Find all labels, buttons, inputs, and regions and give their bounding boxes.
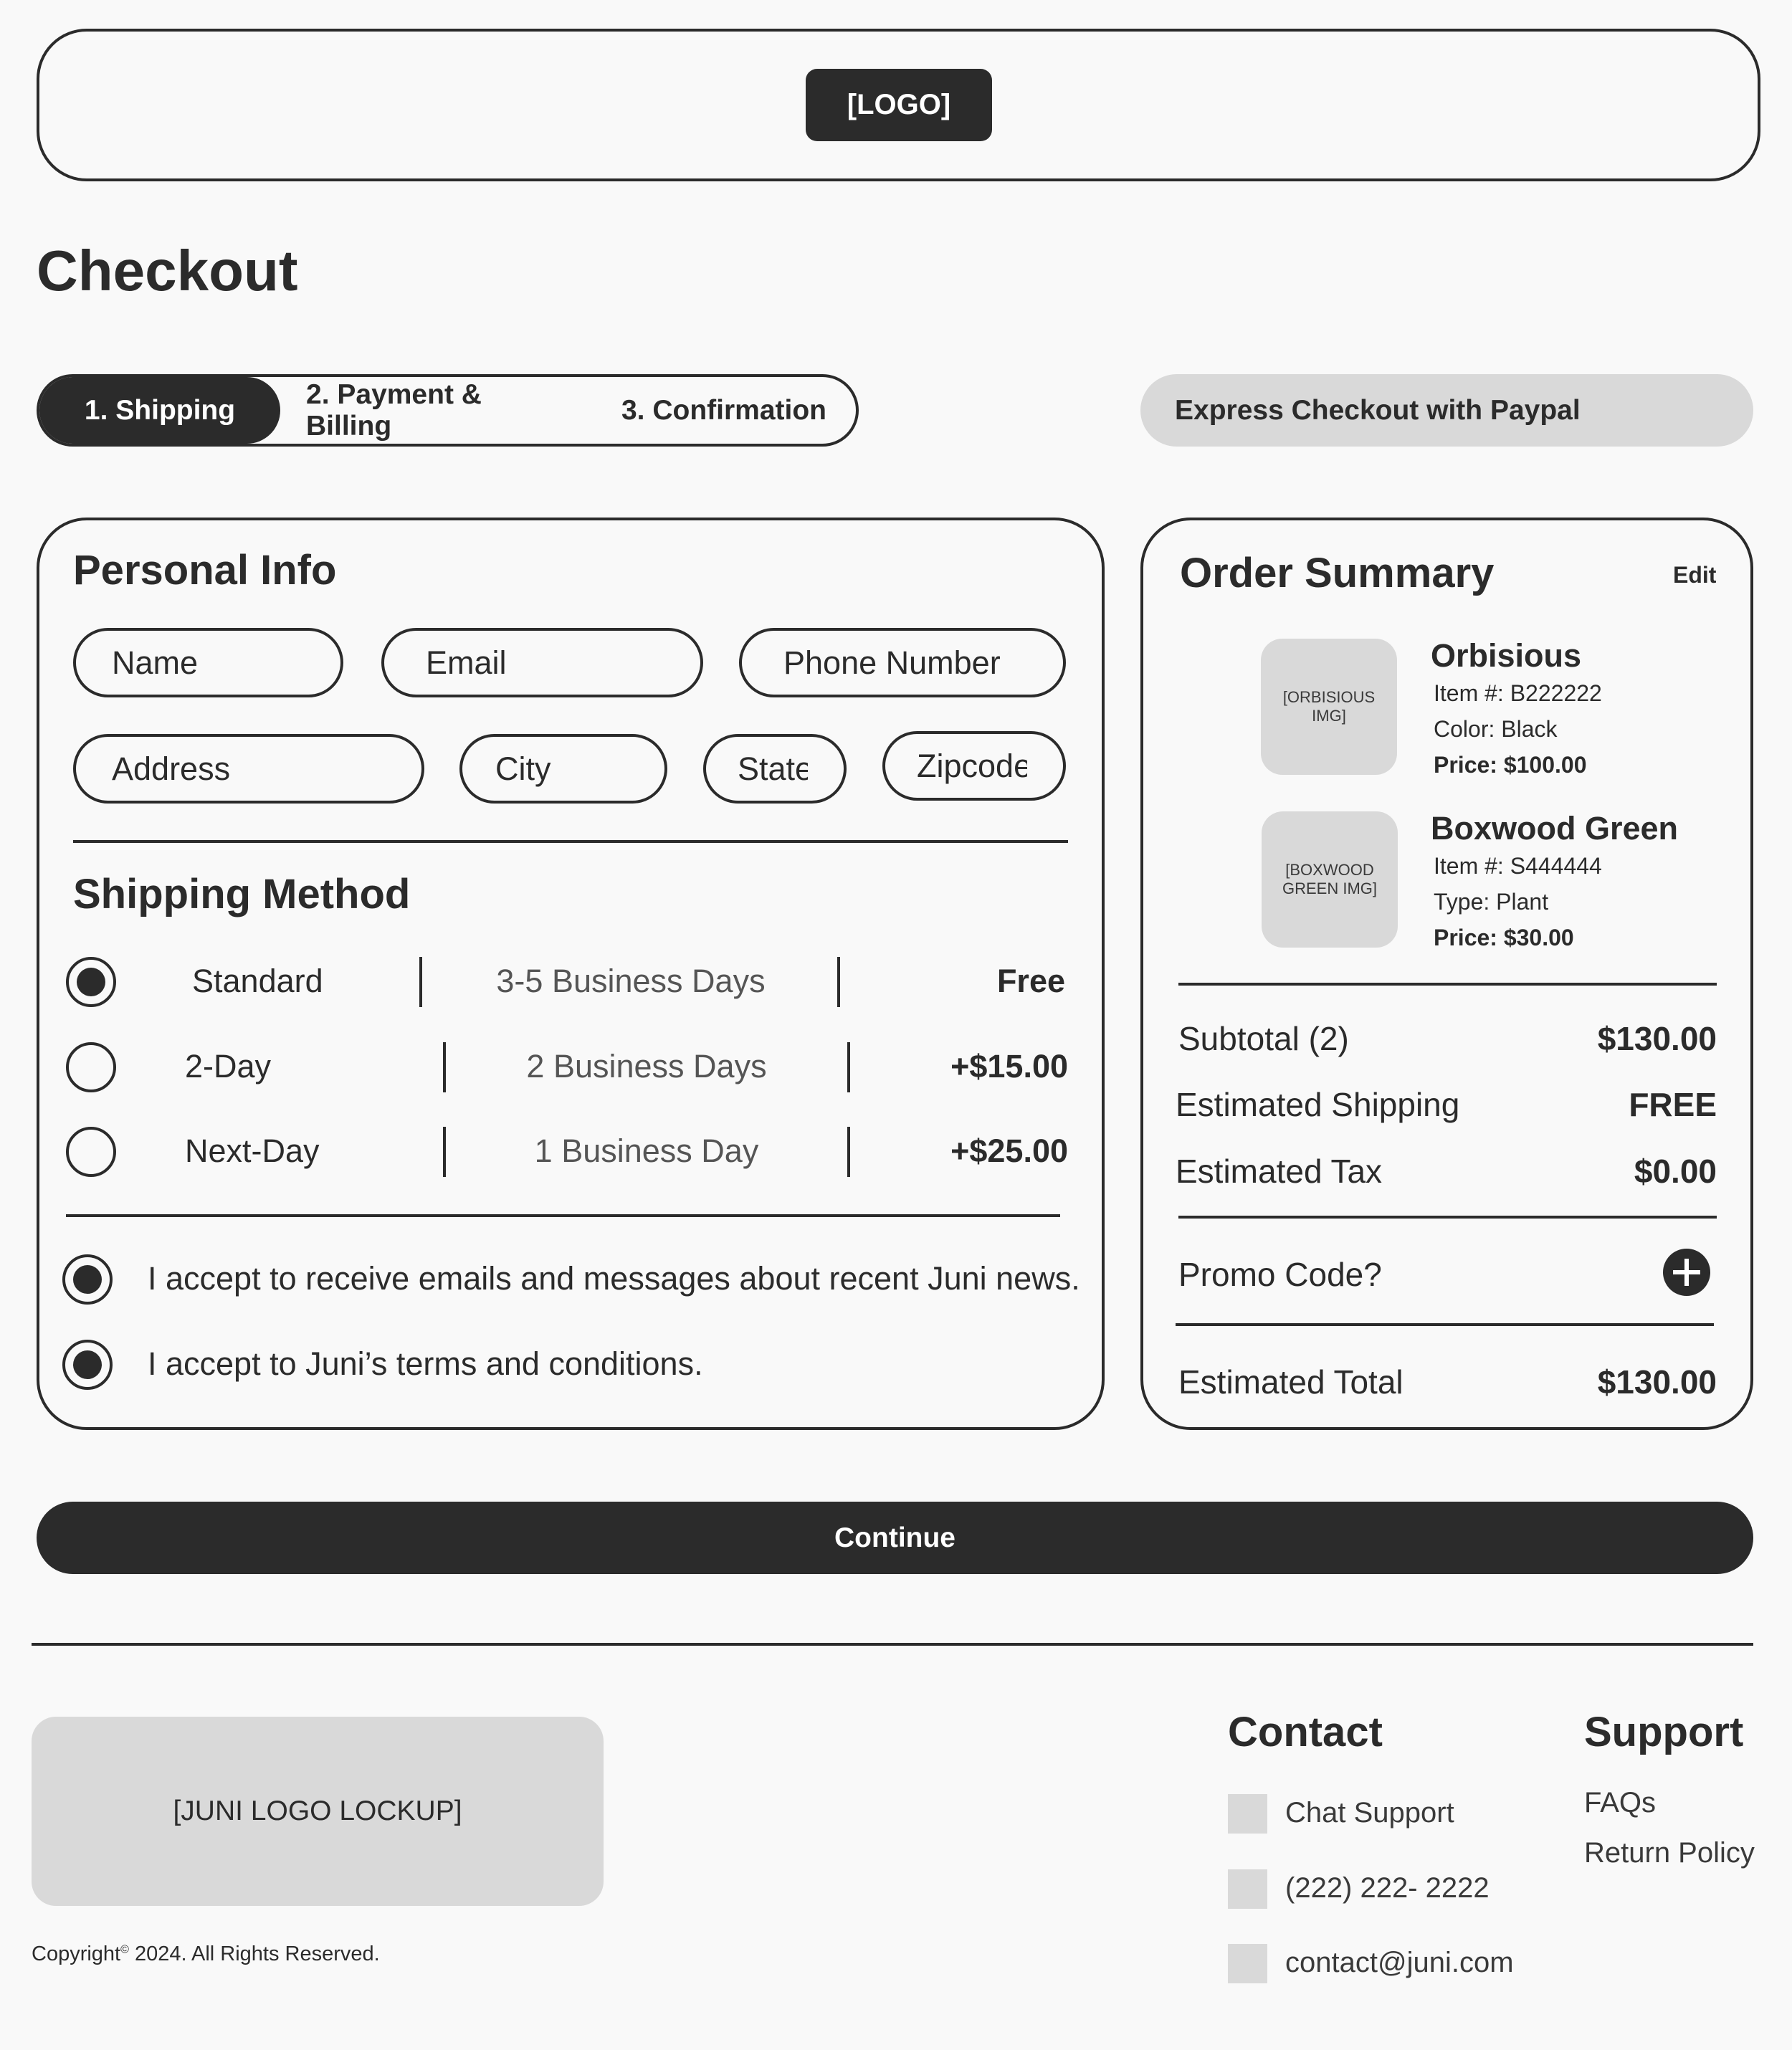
product-item-number: Item #: B222222	[1434, 680, 1602, 706]
address-input[interactable]	[73, 734, 424, 804]
order-summary-title: Order Summary	[1180, 550, 1495, 596]
product-name: Orbisious	[1431, 637, 1582, 674]
product-image: [BOXWOOD GREEN IMG]	[1262, 811, 1398, 948]
promo-code-label[interactable]: Promo Code?	[1178, 1256, 1382, 1293]
checkout-steps	[37, 374, 859, 447]
product-detail: Color: Black	[1434, 716, 1558, 742]
zipcode-input[interactable]	[882, 731, 1066, 801]
shipping-option-days: 2 Business Days	[526, 1048, 767, 1084]
shipping-standard-radio[interactable]	[66, 957, 116, 1007]
shipping-option-name: Standard	[192, 963, 323, 999]
footer-divider	[32, 1643, 1753, 1646]
column-separator	[847, 1042, 850, 1092]
email-icon	[1228, 1944, 1267, 1983]
copyright-suffix: 2024. All Rights Reserved.	[128, 1942, 380, 1965]
estimated-total-label: Estimated Total	[1178, 1363, 1403, 1401]
estimated-shipping-label: Estimated Shipping	[1176, 1086, 1460, 1123]
product-price: Price: $30.00	[1434, 925, 1574, 950]
news-consent-label: I accept to receive emails and messages about recent Juni news.	[148, 1260, 1080, 1297]
column-separator	[837, 957, 840, 1007]
email-link[interactable]: contact@juni.com	[1285, 1947, 1514, 1978]
estimated-tax-value: $0.00	[1634, 1153, 1717, 1190]
divider	[1178, 1216, 1717, 1219]
phone-number-input[interactable]	[739, 628, 1066, 697]
divider	[73, 840, 1068, 843]
name-input[interactable]	[73, 628, 343, 697]
step-shipping[interactable]: 1. Shipping	[39, 377, 280, 444]
shipping-option-name: 2-Day	[185, 1048, 272, 1084]
product-item-number: Item #: S444444	[1434, 853, 1602, 879]
product-detail: Type: Plant	[1434, 889, 1549, 915]
footer-logo-lockup: [JUNI LOGO LOCKUP]	[32, 1717, 604, 1906]
divider	[1176, 1323, 1714, 1326]
copyright-text	[32, 1942, 380, 1966]
support-heading: Support	[1584, 1709, 1744, 1755]
estimated-shipping-value: FREE	[1629, 1086, 1717, 1123]
phone-icon	[1228, 1869, 1267, 1909]
step-payment-billing[interactable]: 2. Payment & Billing	[306, 378, 482, 442]
column-separator	[847, 1127, 850, 1177]
shipping-method-title: Shipping Method	[73, 871, 411, 917]
product-price: Price: $100.00	[1434, 752, 1587, 778]
contact-heading: Contact	[1228, 1709, 1383, 1755]
shipping-option-price: Free	[996, 963, 1065, 999]
shipping-option-price: +$15.00	[950, 1048, 1068, 1084]
city-input[interactable]	[459, 734, 667, 804]
news-consent-radio[interactable]	[62, 1254, 113, 1305]
chat-support-link[interactable]: Chat Support	[1285, 1797, 1454, 1829]
shipping-option-days: 1 Business Day	[534, 1133, 759, 1169]
divider	[66, 1214, 1060, 1217]
copyright-prefix: Copyright	[32, 1942, 121, 1965]
divider	[1178, 983, 1717, 986]
personal-info-title: Personal Info	[73, 547, 337, 593]
shipping-2day-radio[interactable]	[66, 1042, 116, 1092]
shipping-option-price: +$25.00	[950, 1133, 1068, 1169]
chat-icon	[1228, 1794, 1267, 1834]
continue-button[interactable]: Continue	[37, 1502, 1753, 1574]
faqs-link[interactable]: FAQs	[1584, 1787, 1657, 1818]
subtotal-label: Subtotal (2)	[1178, 1020, 1349, 1057]
shipping-option-name: Next-Day	[185, 1133, 320, 1169]
edit-link[interactable]: Edit	[1673, 562, 1717, 588]
page-title: Checkout	[37, 239, 298, 302]
subtotal-value: $130.00	[1597, 1020, 1717, 1057]
add-promo-code-icon[interactable]	[1663, 1249, 1710, 1296]
copyright-mark: ©	[120, 1943, 129, 1956]
column-separator	[419, 957, 422, 1007]
terms-consent-radio[interactable]	[62, 1340, 113, 1390]
state-input[interactable]	[703, 734, 847, 804]
product-image: [ORBISIOUS IMG]	[1261, 639, 1397, 775]
estimated-total-value: $130.00	[1597, 1363, 1717, 1401]
product-name: Boxwood Green	[1431, 810, 1679, 847]
shipping-next-day-radio[interactable]	[66, 1127, 116, 1177]
estimated-tax-label: Estimated Tax	[1176, 1153, 1383, 1190]
step-confirmation[interactable]: 3. Confirmation	[621, 394, 826, 426]
email-input[interactable]	[381, 628, 703, 697]
terms-consent-label: I accept to Juni’s terms and conditions.	[148, 1345, 703, 1382]
return-policy-link[interactable]: Return Policy	[1584, 1837, 1755, 1869]
phone-link[interactable]: (222) 222- 2222	[1285, 1872, 1490, 1904]
shipping-option-days: 3-5 Business Days	[496, 963, 766, 999]
express-checkout-paypal-button[interactable]: Express Checkout with Paypal	[1140, 374, 1753, 447]
logo[interactable]: [LOGO]	[806, 69, 992, 141]
